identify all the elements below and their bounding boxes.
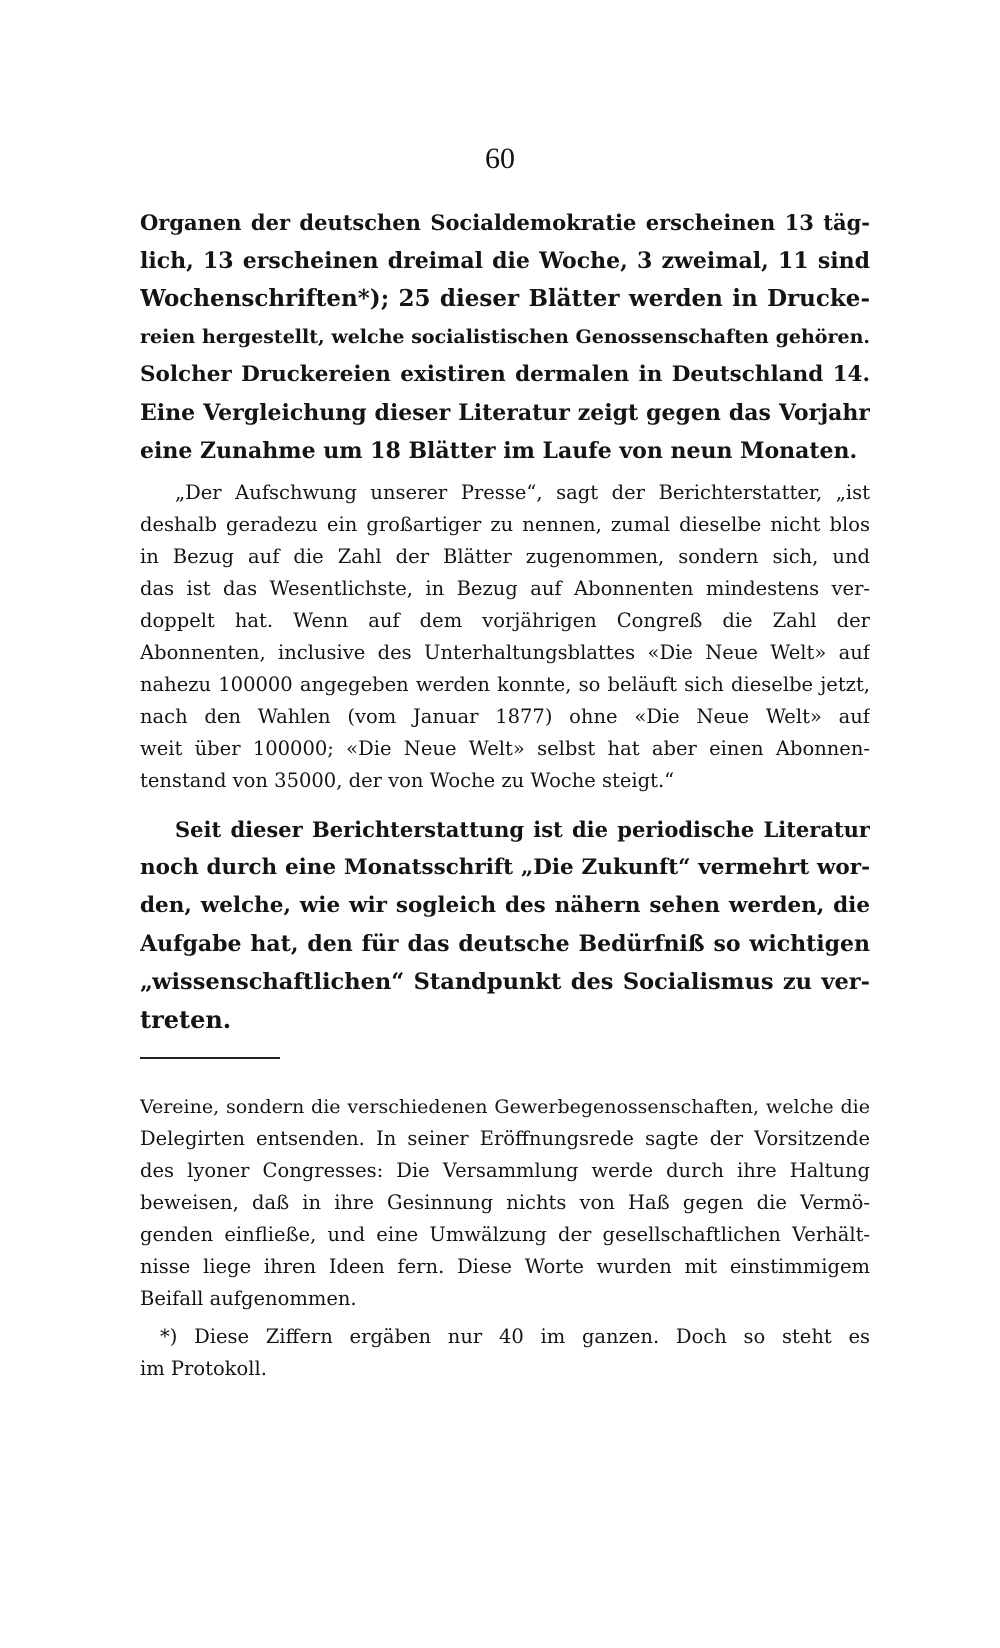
main-text-line: lich, 13 erscheinen dreimal die Woche, 3 zweimal, 11 sind (140, 248, 870, 274)
footnote-line: Beifall aufgenommen. (140, 1287, 357, 1310)
quote-line: deshalb geradezu ein großartiger zu nennen, zumal dieselbe nicht blos (140, 513, 870, 536)
continuation-line: Aufgabe hat, den für das deutsche Bedürfniß so wichtigen (140, 931, 870, 957)
continuation-line: noch durch eine Monatsschrift „Die Zukunft“ vermehrt wor- (140, 855, 870, 880)
footnote-line: genden einfließe, und eine Umwälzung der gesellschaftlichen Verhält- (140, 1223, 870, 1246)
footnote-asterisk-line: im Protokoll. (140, 1357, 267, 1380)
quote-line: tenstand von 35000, der von Woche zu Woche steigt.“ (140, 769, 675, 792)
footnote-line: Vereine, sondern die verschiedenen Gewerbegenossenschaften, welche die (140, 1096, 870, 1118)
quote-line: das ist das Wesentlichste, in Bezug auf Abonnenten mindestens ver- (140, 577, 870, 600)
quote-line: in Bezug auf die Zahl der Blätter zugenommen, sondern sich, und (140, 545, 870, 568)
main-text-line: reien hergestellt, welche socialistischen Genossenschaften gehören. (140, 326, 870, 348)
main-text-line: eine Zunahme um 18 Blätter im Laufe von neun Monaten. (140, 438, 858, 464)
footnote-rule (140, 1057, 280, 1059)
quote-line: doppelt hat. Wenn auf dem vorjährigen Congreß die Zahl der (140, 609, 870, 632)
footnote-line: beweisen, daß in ihre Gesinnung nichts von Haß gegen die Vermö- (140, 1191, 870, 1214)
quote-line: „Der Aufschwung unserer Presse“, sagt der Berichterstatter, „ist (175, 481, 870, 504)
footnote-line: des lyoner Congresses: Die Versammlung werde durch ihre Haltung (140, 1159, 870, 1182)
main-text-line: Solcher Druckereien existiren dermalen in Deutschland 14. (140, 362, 870, 387)
quote-line: Abonnenten, inclusive des Unterhaltungsblattes «Die Neue Welt» auf (140, 641, 870, 664)
quote-line: weit über 100000; «Die Neue Welt» selbst hat aber einen Abonnen- (140, 737, 870, 760)
footnote-asterisk-line: *) Diese Ziffern ergäben nur 40 im ganzen. Doch so steht es (160, 1325, 870, 1348)
quote-line: nahezu 100000 angegeben werden konnte, so beläuft sich dieselbe jetzt, (140, 673, 870, 696)
main-text-line: Organen der deutschen Socialdemokratie erscheinen 13 täg- (140, 210, 870, 235)
footnote-line: nisse liege ihren Ideen fern. Diese Worte wurden mit einstimmigem (140, 1255, 870, 1278)
page-number: 60 (485, 142, 515, 175)
continuation-line: treten. (140, 1005, 232, 1034)
continuation-line: „wissenschaftlichen“ Standpunkt des Socialismus zu ver- (140, 969, 870, 995)
main-text-line: Wochenschriften*); 25 dieser Blätter werden in Drucke- (140, 285, 870, 312)
footnote-line: Delegirten entsenden. In seiner Eröffnungsrede sagte der Vorsitzende (140, 1127, 870, 1150)
main-text-line: Eine Vergleichung dieser Literatur zeigt gegen das Vorjahr (140, 400, 870, 426)
quote-line: nach den Wahlen (vom Januar 1877) ohne «Die Neue Welt» auf (140, 705, 870, 728)
continuation-line: Seit dieser Berichterstattung ist die periodische Literatur (175, 817, 870, 842)
continuation-line: den, welche, wie wir sogleich des nähern sehen werden, die (140, 893, 870, 918)
